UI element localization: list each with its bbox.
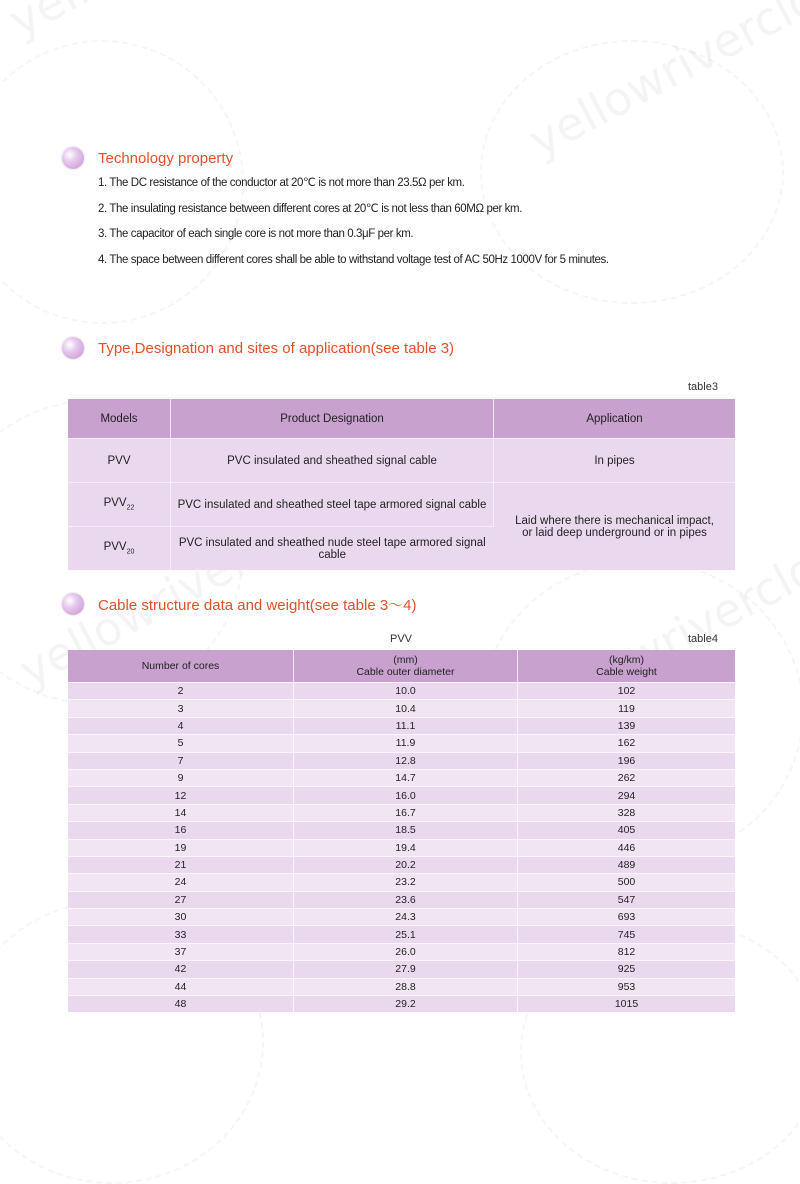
- weight-cell: 693: [518, 909, 736, 926]
- table-row: [68, 909, 735, 926]
- cores-cell: 7: [68, 752, 294, 769]
- technology-list: [98, 175, 609, 277]
- application-cell: Laid where there is mechanical impact, or laid deep underground or in pipes: [494, 483, 736, 571]
- weight-cell: 162: [518, 735, 736, 752]
- designation-cell: PVC insulated and sheathed signal cable: [171, 439, 494, 483]
- table-row: [68, 700, 735, 717]
- table-row: [68, 874, 735, 891]
- cores-cell: 12: [68, 787, 294, 804]
- table-header: Number of cores: [68, 650, 294, 683]
- diameter-cell: 16.0: [294, 787, 518, 804]
- model-cell: $PVV_{20}$: [68, 527, 171, 571]
- cores-cell: 4: [68, 717, 294, 734]
- weight-cell: 1015: [518, 996, 736, 1013]
- table-row: [68, 735, 735, 752]
- weight-cell: 547: [518, 891, 736, 908]
- diameter-cell: 23.6: [294, 891, 518, 908]
- weight-cell: 925: [518, 961, 736, 978]
- cores-cell: 27: [68, 891, 294, 908]
- bullet-icon: [62, 337, 84, 359]
- diameter-cell: 26.0: [294, 943, 518, 960]
- weight-cell: 446: [518, 839, 736, 856]
- cores-cell: 44: [68, 978, 294, 995]
- diameter-cell: 18.5: [294, 822, 518, 839]
- table4: [68, 650, 735, 1012]
- cores-cell: 19: [68, 839, 294, 856]
- diameter-cell: 10.4: [294, 700, 518, 717]
- diameter-cell: 10.0: [294, 683, 518, 700]
- diameter-cell: 14.7: [294, 769, 518, 786]
- model-cell: $PVV_{22}$: [68, 483, 171, 527]
- diameter-cell: 12.8: [294, 752, 518, 769]
- table3-caption: table3: [688, 381, 718, 393]
- table-row: [68, 683, 735, 700]
- table-row: [68, 961, 735, 978]
- section-cable-structure: [62, 593, 417, 615]
- table-row: [68, 822, 735, 839]
- designation-cell: PVC insulated and sheathed nude steel tape armored signal cable: [171, 527, 494, 571]
- list-item: 3. The capacitor of each single core is not more than 0.3μF per km.: [98, 228, 414, 240]
- application-cell: In pipes: [494, 439, 736, 483]
- weight-cell: 119: [518, 700, 736, 717]
- diameter-cell: 16.7: [294, 804, 518, 821]
- cores-cell: 30: [68, 909, 294, 926]
- diameter-cell: 28.8: [294, 978, 518, 995]
- table-header: Application: [494, 399, 736, 439]
- weight-cell: 139: [518, 717, 736, 734]
- table-row: [68, 439, 735, 483]
- weight-cell: 953: [518, 978, 736, 995]
- weight-cell: 489: [518, 856, 736, 873]
- table-row: [68, 804, 735, 821]
- section-technology: [62, 147, 233, 169]
- table-header: (mm) Cable outer diameter: [294, 650, 518, 683]
- section-title: Type,Designation and sites of application(see table 3): [98, 339, 455, 357]
- list-item: 2. The insulating resistance between different cores at 20℃ is not less than 60MΩ per km.: [98, 202, 523, 215]
- cores-cell: 42: [68, 961, 294, 978]
- diameter-cell: 24.3: [294, 909, 518, 926]
- table-row: [68, 891, 735, 908]
- table-row: [68, 752, 735, 769]
- table-row: [68, 978, 735, 995]
- section-type-designation: [62, 337, 454, 359]
- diameter-cell: 19.4: [294, 839, 518, 856]
- cores-cell: 2: [68, 683, 294, 700]
- list-item: 1. The DC resistance of the conductor at 20℃ is not more than 23.5Ω per km.: [98, 177, 465, 189]
- watermark-text: [520, 0, 800, 168]
- table3: [68, 399, 735, 570]
- weight-cell: 294: [518, 787, 736, 804]
- cores-cell: 24: [68, 874, 294, 891]
- table-row: [68, 856, 735, 873]
- table4-model-caption: PVV: [390, 633, 413, 645]
- table-header: Models: [68, 399, 171, 439]
- section-title: Technology property: [98, 149, 234, 167]
- table-row: [68, 717, 735, 734]
- cores-cell: 16: [68, 822, 294, 839]
- weight-cell: 196: [518, 752, 736, 769]
- table-row: [68, 787, 735, 804]
- cores-cell: 37: [68, 943, 294, 960]
- weight-cell: 812: [518, 943, 736, 960]
- model-cell: PVV: [68, 439, 171, 483]
- diameter-cell: 11.1: [294, 717, 518, 734]
- weight-cell: 500: [518, 874, 736, 891]
- cores-cell: 5: [68, 735, 294, 752]
- section-title: Cable structure data and weight(see table 3～4): [98, 596, 417, 614]
- weight-cell: 102: [518, 683, 736, 700]
- table-row: [68, 839, 735, 856]
- weight-cell: 328: [518, 804, 736, 821]
- cores-cell: 48: [68, 996, 294, 1013]
- table-row: [68, 943, 735, 960]
- designation-cell: PVC insulated and sheathed steel tape armored signal cable: [171, 483, 494, 527]
- diameter-cell: 23.2: [294, 874, 518, 891]
- table4-caption: table4: [688, 633, 718, 645]
- diameter-cell: 27.9: [294, 961, 518, 978]
- cores-cell: 3: [68, 700, 294, 717]
- diameter-cell: 25.1: [294, 926, 518, 943]
- bullet-icon: [62, 593, 84, 615]
- table-row: [68, 926, 735, 943]
- table-header: Product Designation: [171, 399, 494, 439]
- weight-cell: 262: [518, 769, 736, 786]
- cores-cell: 21: [68, 856, 294, 873]
- weight-cell: 405: [518, 822, 736, 839]
- watermark-text: [0, 0, 467, 48]
- cores-cell: 14: [68, 804, 294, 821]
- bullet-icon: [62, 147, 84, 169]
- diameter-cell: 29.2: [294, 996, 518, 1013]
- weight-cell: 745: [518, 926, 736, 943]
- table-row: [68, 996, 735, 1013]
- diameter-cell: 20.2: [294, 856, 518, 873]
- cores-cell: 9: [68, 769, 294, 786]
- table-row: [68, 483, 735, 527]
- table-row: [68, 769, 735, 786]
- cores-cell: 33: [68, 926, 294, 943]
- table-header: (kg/km) Cable weight: [518, 650, 736, 683]
- list-item: 4. The space between different cores shall be able to withstand voltage test of AC 50Hz 1000V for 5 minutes.: [98, 253, 609, 266]
- diameter-cell: 11.9: [294, 735, 518, 752]
